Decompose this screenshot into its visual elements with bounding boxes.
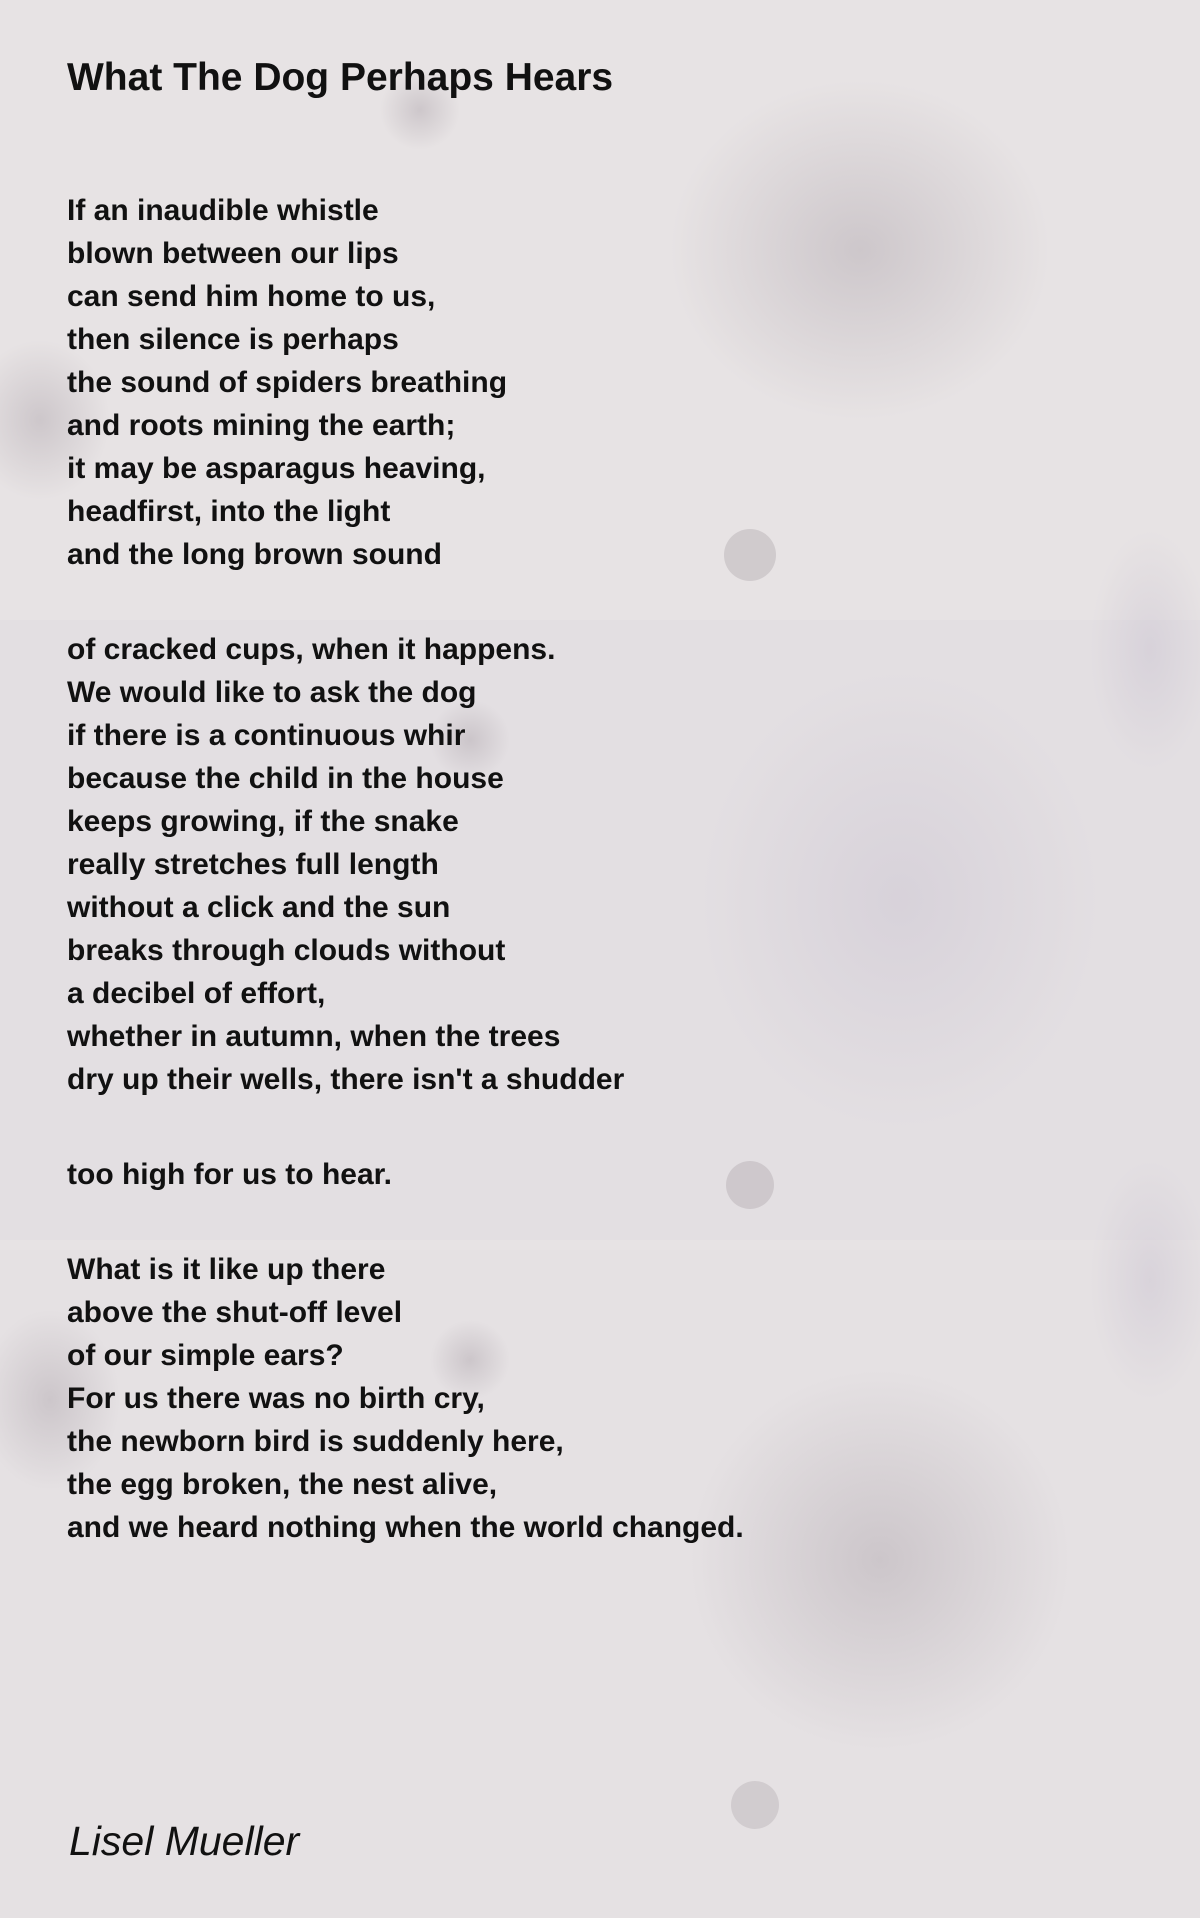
poem-author: Lisel Mueller <box>69 1818 300 1864</box>
poem-line: above the shut-off level <box>67 1296 403 1329</box>
poem-line: We would like to ask the dog <box>67 676 477 709</box>
poem-line: of our simple ears? <box>67 1339 344 1372</box>
poem-line: if there is a continuous whir <box>67 719 466 752</box>
poem-stanza <box>67 624 1167 1106</box>
poem-line: and the long brown sound <box>67 538 442 571</box>
poem-line: blown between our lips <box>67 237 399 270</box>
poem-line: and roots mining the earth; <box>67 409 456 442</box>
poem-line: the egg broken, the nest alive, <box>67 1468 498 1501</box>
poem-line: the sound of spiders breathing <box>67 366 508 399</box>
poem-line: dry up their wells, there isn't a shudder <box>67 1063 625 1096</box>
poem-line: really stretches full length <box>67 848 439 881</box>
poem-line: and we heard nothing when the world changed. <box>67 1511 744 1544</box>
poem-line: the newborn bird is suddenly here, <box>67 1425 564 1458</box>
poem-title: What The Dog Perhaps Hears <box>67 56 614 99</box>
poem-line: it may be asparagus heaving, <box>67 452 486 485</box>
poem-line: too high for us to hear. <box>67 1158 392 1191</box>
poem-body <box>67 185 1167 1554</box>
poem-line: of cracked cups, when it happens. <box>67 633 556 666</box>
poem-line: can send him home to us, <box>67 280 436 313</box>
poem-stanza <box>67 185 1167 581</box>
poem-stanza <box>67 1149 1167 1201</box>
poem-container <box>67 48 1167 1554</box>
poem-line: breaks through clouds without <box>67 934 506 967</box>
poem-line: whether in autumn, when the trees <box>67 1020 561 1053</box>
poem-line: For us there was no birth cry, <box>67 1382 485 1415</box>
poem-line: a decibel of effort, <box>67 977 326 1010</box>
poem-line: If an inaudible whistle <box>67 194 379 227</box>
poem-line: then silence is perhaps <box>67 323 399 356</box>
poem-line: keeps growing, if the snake <box>67 805 459 838</box>
poem-line: without a click and the sun <box>67 891 451 924</box>
poem-stanza <box>67 1244 1167 1554</box>
poem-line: because the child in the house <box>67 762 504 795</box>
poem-line: What is it like up there <box>67 1253 386 1286</box>
poem-line: headfirst, into the light <box>67 495 391 528</box>
